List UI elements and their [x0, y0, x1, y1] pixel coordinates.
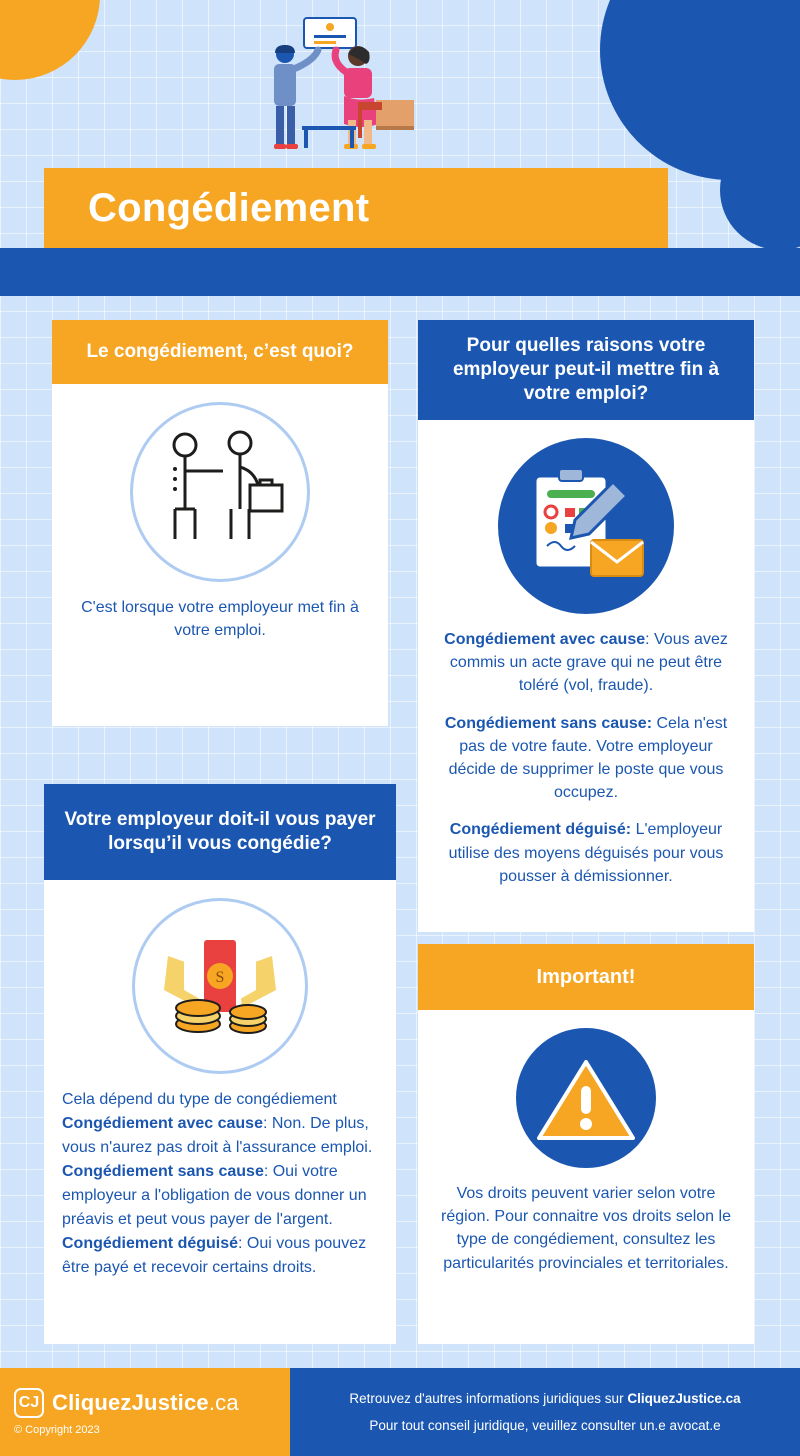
pay-item: [62, 1160, 378, 1232]
decor-circle-yellow: [0, 0, 100, 80]
reason-item: [436, 818, 736, 888]
pay-text: Non. De plus, vous n'aurez pas droit à l'assurance emploi.: [62, 1115, 373, 1156]
reason-item: [436, 628, 736, 698]
brand-name-suffix: .ca: [208, 1390, 239, 1415]
brand-name-main: CliquezJustice: [52, 1390, 209, 1415]
pay-sep: :: [238, 1235, 247, 1252]
warning-triangle-icon: [531, 1048, 641, 1148]
card-important-text: Vos droits peuvent varier selon votre région. Pour connaitre vos droits selon le type de congédiement, consultez les particularités provinciales et territoriales.: [441, 1185, 731, 1272]
card-pay-illustration: [44, 880, 396, 1074]
card-definition-illustration: [52, 384, 388, 582]
card-definition: [52, 320, 388, 726]
brand[interactable]: [14, 1388, 290, 1418]
money-coins-icon: [150, 926, 290, 1046]
pay-text: Oui vous pouvez être payé et recevoir certains droits.: [62, 1235, 367, 1276]
card-definition-text: C'est lorsque votre employeur met fin à votre emploi.: [81, 599, 359, 640]
card-important-heading: Important!: [418, 944, 754, 1010]
card-definition-heading: Le congédiement, c’est quoi?: [52, 320, 388, 384]
reason-item: [436, 712, 736, 805]
pay-text: Oui votre employeur a l'obligation de vous donner un préavis et peut vous payer de l'argent.: [62, 1163, 367, 1228]
footer-line-1: [349, 1391, 740, 1406]
card-reasons: [418, 320, 754, 932]
card-definition-body: [52, 582, 388, 658]
footer-brand-block: [0, 1368, 290, 1456]
card-important: [418, 944, 754, 1344]
pay-item: [62, 1232, 378, 1280]
footer: [0, 1368, 800, 1456]
card-important-body: [418, 1168, 754, 1291]
reason-text: L'employeur utilise des moyens déguisés pour vous pousser à démissionner.: [448, 821, 724, 885]
card-important-illustration: [418, 1010, 754, 1168]
reason-text: Vous avez commis un acte grave qui ne peut être toléré (vol, fraude).: [449, 631, 728, 695]
pay-lead: Congédiement sans cause: [62, 1163, 264, 1180]
card-reasons-body: [418, 614, 754, 904]
logo-icon: CJ: [14, 1388, 44, 1418]
pay-sep: :: [262, 1115, 272, 1132]
footer-line-2: Pour tout conseil juridique, veuillez consulter un.e avocat.e: [369, 1418, 721, 1433]
people-handing-document-illustration: [238, 14, 418, 164]
page-title-band: [44, 168, 668, 248]
brand-name: [52, 1390, 239, 1416]
header-band: [0, 248, 800, 296]
pay-lead: Congédiement déguisé: [62, 1235, 239, 1252]
reason-text: Cela n'est pas de votre faute. Votre employeur décide de supprimer le poste que vous occupez.: [448, 714, 728, 802]
card-reasons-illustration: [418, 420, 754, 614]
pay-lead: Congédiement avec cause: [62, 1115, 263, 1132]
svg-text:S: S: [215, 969, 225, 986]
card-pay-heading: Votre employeur doit-il vous payer lorsqu’il vous congédie?: [44, 784, 396, 880]
reason-lead: Congédiement déguisé:: [449, 821, 632, 839]
reason-sep: :: [645, 631, 655, 648]
pay-intro: Cela dépend du type de congédiement: [62, 1091, 337, 1108]
page-title: Congédiement: [88, 185, 370, 230]
reason-lead: Congédiement avec cause: [444, 631, 646, 648]
clipboard-document-icon: [521, 466, 651, 586]
card-pay: [44, 784, 396, 1344]
pay-item: [62, 1112, 378, 1160]
pay-sep: :: [263, 1163, 273, 1180]
firing-person-icon: [145, 427, 295, 557]
footer-message-block: [290, 1368, 800, 1456]
card-pay-body: [44, 1074, 396, 1296]
card-reasons-heading: Pour quelles raisons votre employeur peut-il mettre fin à votre emploi?: [418, 320, 754, 420]
footer-site-link[interactable]: CliquezJustice.ca: [627, 1391, 741, 1406]
copyright-text: © Copyright 2023: [14, 1424, 100, 1436]
reason-lead: Congédiement sans cause:: [444, 714, 653, 732]
footer-line-1-prefix: Retrouvez d'autres informations juridiques sur: [349, 1391, 628, 1406]
